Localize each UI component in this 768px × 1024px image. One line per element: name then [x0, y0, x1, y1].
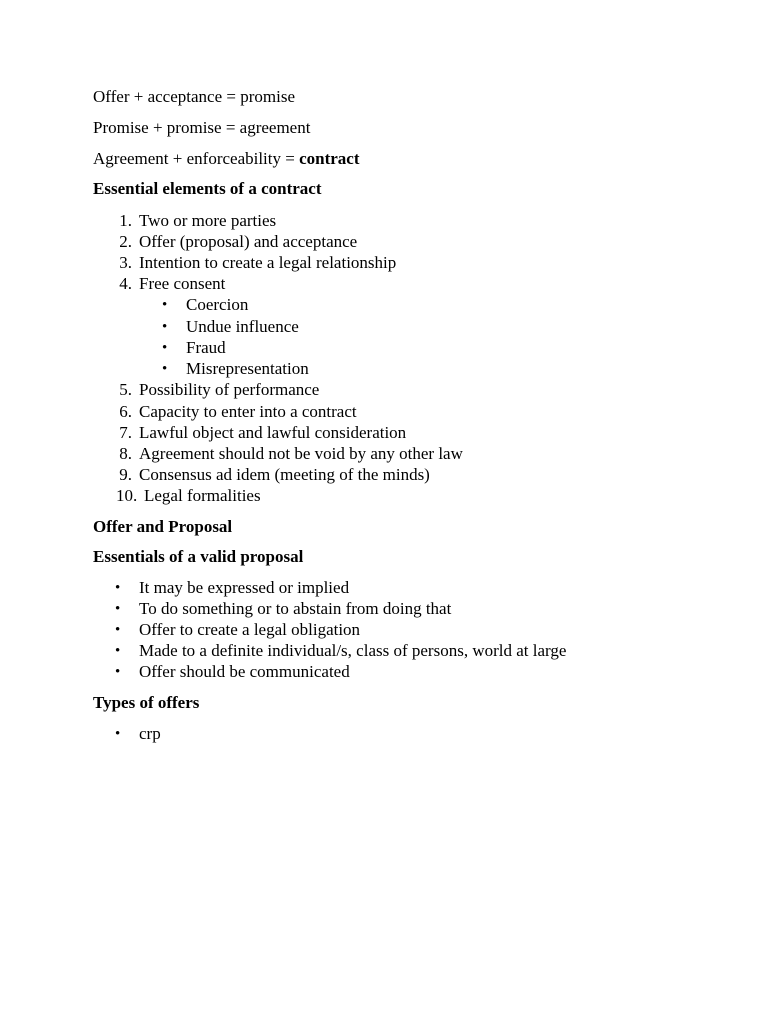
list-number: 4. — [119, 274, 132, 293]
list-number: 2. — [119, 232, 132, 251]
bullet-item: Offer should be communicated — [139, 662, 350, 681]
list-number: 7. — [119, 423, 132, 442]
bullet-icon: • — [115, 664, 121, 680]
list-item: Two or more parties — [139, 211, 277, 230]
heading-essentials-valid-proposal: Essentials of a valid proposal — [93, 547, 304, 566]
heading-essential-elements: Essential elements of a contract — [93, 179, 322, 198]
list-item: Agreement should not be void by any other law — [139, 444, 463, 463]
bullet-icon: • — [162, 319, 168, 335]
list-number: 9. — [119, 465, 132, 484]
list-item: Intention to create a legal relationship — [139, 253, 397, 272]
sub-list-item: Undue influence — [186, 317, 299, 336]
list-number: 6. — [119, 402, 132, 421]
bullet-icon: • — [115, 580, 121, 596]
equation-result-contract: contract — [299, 149, 360, 168]
bullet-icon: • — [115, 601, 121, 617]
list-item: Free consent — [139, 274, 226, 293]
bullet-icon: • — [162, 340, 168, 356]
list-item: Lawful object and lawful consideration — [139, 423, 407, 442]
equation-promise-promise: Promise + promise = agreement — [93, 118, 311, 137]
equation-prefix: Agreement + enforceability = — [93, 149, 300, 168]
bullet-item: It may be expressed or implied — [139, 578, 350, 597]
bullet-icon: • — [162, 297, 168, 313]
bullet-item: crp — [139, 724, 161, 743]
sub-list-item: Misrepresentation — [186, 359, 309, 378]
heading-types-of-offers: Types of offers — [93, 693, 200, 712]
list-item: Offer (proposal) and acceptance — [139, 232, 358, 251]
equation-agreement-enforceability — [93, 149, 360, 169]
sub-list-item: Fraud — [186, 338, 226, 357]
list-item: Legal formalities — [144, 486, 261, 505]
bullet-icon: • — [162, 361, 168, 377]
list-item: Consensus ad idem (meeting of the minds) — [139, 465, 430, 484]
equation-offer-acceptance: Offer + acceptance = promise — [93, 87, 295, 106]
list-number: 5. — [119, 380, 132, 399]
list-item: Capacity to enter into a contract — [139, 402, 357, 421]
list-item: Possibility of performance — [139, 380, 320, 399]
bullet-item: To do something or to abstain from doing that — [139, 599, 452, 618]
list-number: 3. — [119, 253, 132, 272]
sub-list-item: Coercion — [186, 295, 249, 314]
bullet-icon: • — [115, 643, 121, 659]
bullet-icon: • — [115, 726, 121, 742]
list-number: 1. — [119, 211, 132, 230]
bullet-icon: • — [115, 622, 121, 638]
bullet-item: Offer to create a legal obligation — [139, 620, 361, 639]
bullet-item: Made to a definite individual/s, class of persons, world at large — [139, 641, 567, 660]
list-number: 8. — [119, 444, 132, 463]
heading-offer-and-proposal: Offer and Proposal — [93, 517, 233, 536]
list-number: 10. — [116, 486, 138, 505]
